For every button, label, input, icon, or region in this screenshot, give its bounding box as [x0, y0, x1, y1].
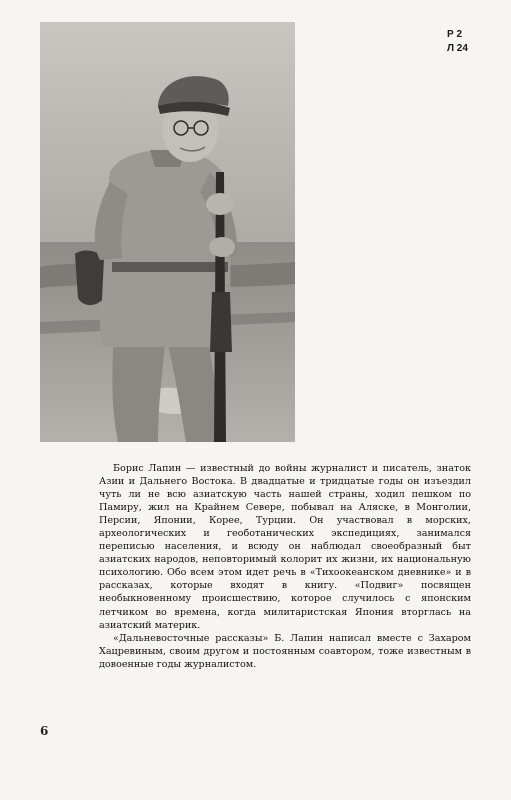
catalog-code — [447, 28, 468, 56]
bio-paragraph-1: Борис Лапин — известный до войны журналист и писатель, знаток Азии и Дальнего Востока. В двадцатые и тридцатые годы он изъездил чуть ли не всю азиатскую часть нашей страны, ходил пешком по Памиру, жил на Крайнем Севере, побывал на Аляске, в Монголии, Персии, Японии, Корее, Турции. Он участвовал в морских, археологических и геоботанических экспедициях, занимался переписью населения, и всюду он наблюдал своеобразный быт азиатских народов, неповторимый колорит их жизни, их национальную психологию. Обо всем этом идет речь в «Тихоокеанском дневнике» и в рассказах, которые входят в книгу. «Подвиг» посвящен необыкновенному происшествию, которое случилось с японским летчиком во времена, когда милитаристская Япония вторглась на азиатский материк. — [99, 463, 471, 631]
portrait-photo-icon — [40, 22, 295, 442]
page-number: 6 — [40, 724, 49, 738]
catalog-code-line-1: Р 2 — [447, 29, 463, 40]
author-bio — [99, 462, 471, 671]
catalog-code-line-2: Л 24 — [447, 43, 468, 54]
bio-paragraph-2: «Дальневосточные рассказы» Б. Лапин написал вместе с Захаром Хацревиным, своим другом и постоянным соавтором, тоже известным в довоенные годы журналистом. — [99, 632, 471, 670]
